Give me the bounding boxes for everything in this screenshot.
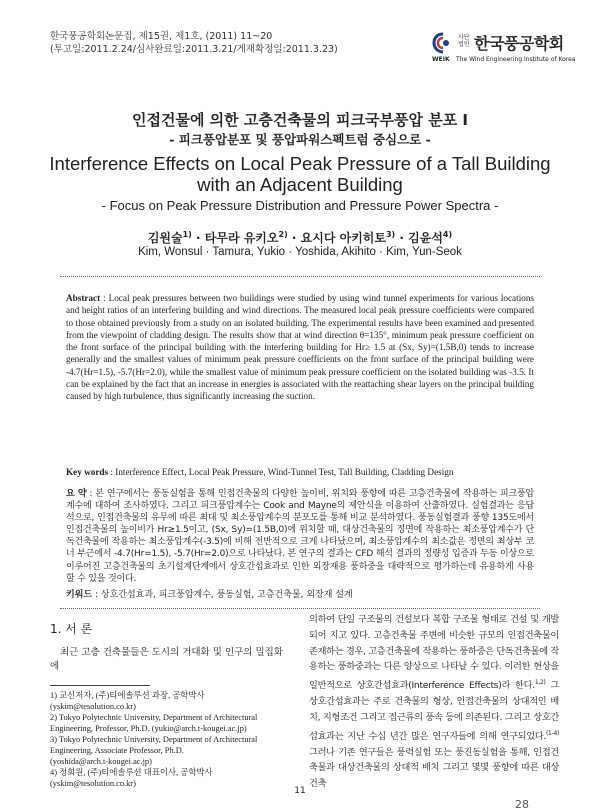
footnote-line: Engineering, Professor, Ph.D. (yukio@arch.t-kougei.ac.jp)	[50, 724, 247, 733]
author-3-sup: 3)	[385, 230, 396, 239]
divider-top	[60, 276, 540, 277]
author-2: 타무라 유키오	[204, 231, 279, 245]
page-number-outer: 28	[515, 798, 529, 811]
intro-continued	[309, 612, 559, 792]
intro-text-3: 그러나 기존 연구들은 풍력실험 또는 풍진동실험을 통해, 인접건축물과 대상건축물의 상대적 배치 그리고 몇몇 풍향에 따른 대상 건축	[309, 746, 559, 790]
society-name: 한국풍공학회	[474, 34, 564, 53]
page-number: 11	[294, 786, 306, 796]
intro-text-1: 의하여 단일 구조물의 건설보다 복합 구조물 형태로 건설 및 개발되어 지고 있다. 고층건축물 주변에 비슷한 규모의 인접건축물이 존재하는 경우, 고층건축물에 작용하는 풍하중은 단독건축물에 작용하는 풍하중과는 다른 양상으로 나타날 수 있다. 이러한 현상을 일반적으로 상호간섭효과(Interference Effects)라 한다.	[309, 614, 559, 692]
korean-abstract-text: : 본 연구에서는 풍동실험을 통해 인접건축물의 다양한 높이비, 위치와 풍향에 따른 고층건축물에 작용하는 피크풍압계수에 대하여 조사하였다. 그리고 피크풍압계수는 Cook and Mayne의 제안식을 이용하여 산출하였다. 실험결과는 응답석으로, 인접건축물의 유무에 따른 최대 및 최소풍압계수의 분포도를 통해 비교 분석하였다. 풍동실험결과 풍향 135도에서 인접건축물의 높이비가 Hr≥1.5이고, (Sx, Sy)=(1.5B,0)에 위치할 때, 대상건축물의 정면에 작용하는 최소풍압계수가 단독건축물에 작용하는 최소풍압계수(-3.5)에 비해 전반적으로 크게 나타났으며, 최소풍압계수의 최소값은 정면의 최상부 코너 부근에서 -4.7(Hr=1.5), -5.7(Hr=2.0)으로 나타났다. 본 연구의 결과는 CFD 해석 결과의 정량성 입증과 두동 이상으로 이루어진 고층건축물의 초기설계단계에서 상호간섭효과로 인한 외장재용 풍하중을 대략적으로 평가하는데 유용하게 사용할 수 있을 것이다.	[66, 489, 534, 584]
intro-first-line: 최근 고층 건축물들은 도시의 거대화 및 인구의 밀집화에	[50, 647, 284, 672]
journal-citation: 한국풍공학회논문집, 제15권, 제1호, (2011) 11~20	[50, 31, 273, 42]
footnote-line: (yskim@tesolution.co.kr)	[50, 779, 136, 788]
abstract	[66, 292, 534, 403]
author-3: 요시다 아키히토	[300, 231, 386, 245]
keywords-text: : Interference Effect, Local Peak Pressure, Wind-Tunnel Test, Tall Building, Cladding Design	[110, 467, 454, 477]
society-abbr: WEIK	[432, 56, 450, 63]
author-sep: ·	[191, 231, 205, 245]
citation-1: 1,2)	[534, 679, 546, 687]
logo-prefix	[458, 34, 470, 48]
intro-text-2: 그 상호간섭효과는 주로 건축물의 형상, 인접건축물의 상대적인 배치, 지형조건 그리고 접근류의 풍속 등에 의존된다. 그리고 상호간섭효과는 지난 수십 년간 많은 연구자들에 의해 연구되었다.	[309, 680, 559, 742]
korean-abstract	[66, 488, 534, 585]
logo-prefix-2: 법인	[458, 41, 470, 48]
authors-korean	[40, 229, 560, 246]
society-english-name: The Wind Engineering Institute of Korea	[456, 56, 576, 63]
english-subtitle: - Focus on Peak Pressure Distribution and Pressure Power Spectra -	[101, 198, 499, 213]
footnote-line: (yskim@tesolution.co.kr)	[50, 702, 136, 711]
author-4: 김윤석	[408, 231, 443, 245]
footnote-line: (yoshida@arch.t-kougei.ac.jp)	[50, 757, 152, 766]
authors-english: Kim, Wonsul · Tamura, Yukio · Yoshida, Akihito · Kim, Yun-Seok	[138, 246, 462, 258]
author-sep: ·	[395, 231, 409, 245]
korean-subtitle: - 피크풍압분포 및 풍압파워스펙트럼 중심으로 -	[169, 132, 431, 147]
footnote-line: 3) Tokyo Polytechnic University, Department of Architectural	[50, 735, 258, 744]
journal-info	[50, 30, 338, 56]
english-title-line1: Interference Effects on Local Peak Pressure of a Tall Building	[49, 153, 551, 174]
society-logo	[432, 30, 576, 66]
section-heading: 1. 서 론	[50, 622, 93, 636]
korean-keywords	[66, 587, 534, 600]
footnote-line: 4) 정회원, (주)티에솔루션 대표이사, 공학박사	[50, 768, 213, 777]
korean-keywords-text: : 상호간섭효과, 피크풍압계수, 풍동실험, 고층건축물, 외장재 설계	[94, 590, 353, 600]
submission-dates: (투고일:2011.2.24/심사완료일:2011.3.21/게재확정일:2011.3.23)	[50, 44, 338, 55]
author-sep: ·	[287, 231, 301, 245]
logo-prefix-1: 사단	[458, 34, 470, 41]
footnotes	[50, 690, 300, 789]
author-1-sup: 1)	[182, 230, 192, 239]
english-title	[40, 153, 560, 195]
intro-section	[50, 620, 290, 674]
korean-title: 인접건물에 의한 고층건축물의 피크국부풍압 분포 Ⅰ	[132, 111, 468, 129]
english-title-line2: with an Adjacent Building	[197, 174, 403, 195]
author-1: 김원술	[147, 231, 183, 245]
keywords	[66, 467, 534, 477]
abstract-label: Abstract	[66, 293, 101, 303]
korean-abstract-label: 요 약	[66, 489, 87, 499]
footnote-line: Engineering, Associate Professor, Ph.D.	[50, 746, 184, 755]
keywords-label: Key words	[66, 467, 109, 477]
author-4-sup: 4)	[442, 230, 453, 239]
abstract-text: : Local peak pressures between two buildings were studied by using wind tunnel experiments for various locations and height ratios of an interfering building and wind directions. The measured local peak pressure coefficients were compared to those obtained previously from a study on an isolated building. The experimental results have been examined and presented from the viewpoint of cladding design. The results show that at wind direction θ=135°, minimum peak pressure coefficient on the front surface of the principal building with the interfering building for Hr≥ 1.5 at (Sx, Sy)=(1.5B,0) tends to increase generally and the smallest values of minimum peak pressure coefficients on the front surface of the principal building were -4.7(Hr=1.5), -5.7(Hr=2.0), while the smallest value of minimum peak pressure coefficient on the isolated building was -3.5. It can be explained by the fact that an increase in energies is associated with the reattaching shear layers on the principal building caused by high turbulence, thus significantly increasing the suction.	[66, 293, 535, 402]
footnote-line: 2) Tokyo Polytechnic University, Department of Architectural	[50, 713, 258, 722]
author-2-sup: 2)	[278, 230, 288, 239]
wind-swirl-icon	[432, 32, 454, 54]
citation-2: (1-4)	[546, 729, 559, 737]
divider-bottom	[60, 608, 540, 609]
footnote-line: 1) 교신저자, (주)티에솔루션 과장, 공학박사	[50, 691, 205, 700]
footnote-rule	[50, 685, 150, 686]
korean-keywords-label: 키워드	[66, 590, 93, 600]
